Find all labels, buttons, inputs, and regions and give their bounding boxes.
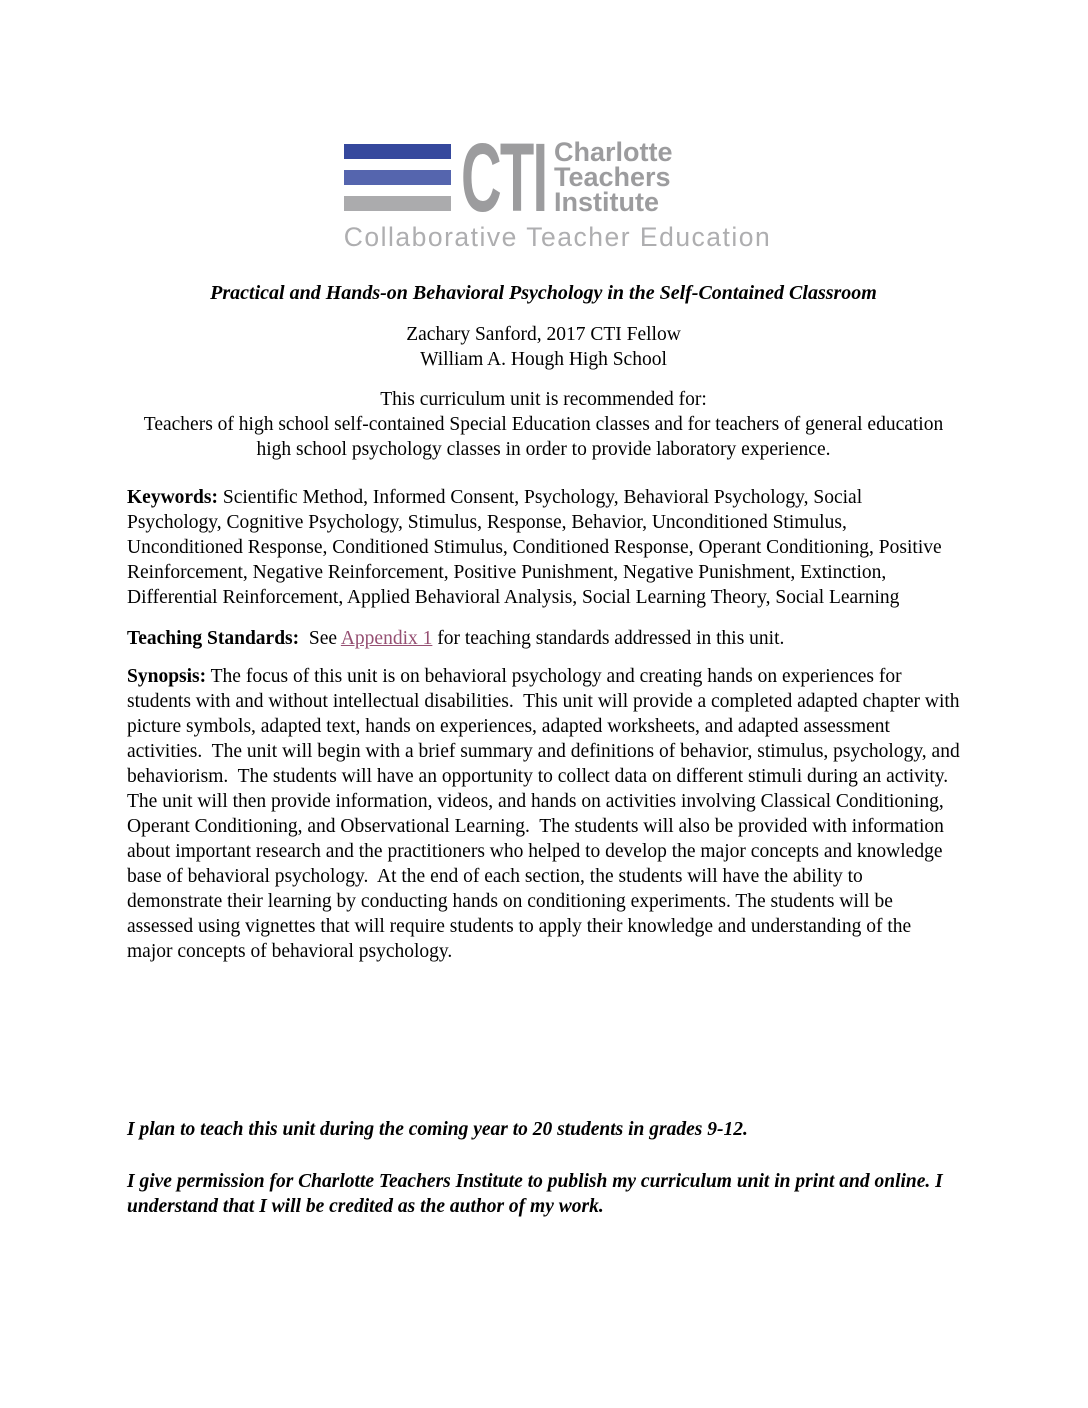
note-teaching-plan: I plan to teach this unit during the coming year to 20 students in grades 9-12. xyxy=(127,1119,748,1140)
logo-bar-gray xyxy=(344,196,451,211)
teaching-standards-paragraph xyxy=(127,626,960,651)
cti-logo xyxy=(343,122,772,252)
teaching-standards-post-link: for teaching standards addressed in this unit. xyxy=(432,628,785,649)
synopsis-text: The focus of this unit is on behavioral psychology and creating hands on experiences for students with and without intellectual disabilities. This unit will provide a completed adapted chapter with picture symbols, adapted text, hands on experiences, adapted worksheets, and adapted assessment activities. The unit will begin with a brief summary and definitions of behavior, stimulus, psychology, and behaviorism. The students will have an opportunity to collect data on different stimuli during an activity. The unit will then provide information, videos, and hands on activities involving Classical Conditioning, Operant Conditioning, and Observational Learning. The students will also be provided with information about important research and the practitioners who helped to develop the major concepts and knowledge base of behavioral psychology. At the end of each section, the students will have the ability to demonstrate their learning by conducting hands on conditioning experiments. The students will be assessed using vignettes that will require students to apply their knowledge and understanding of the major concepts of behavioral psychology. xyxy=(127,666,965,962)
teaching-standards-pre-link: See xyxy=(299,628,341,649)
teaching-standards-label: Teaching Standards: xyxy=(127,628,300,649)
note-publish-permission: I give permission for Charlotte Teachers Institute to publish my curriculum unit in print and online. I understand that I will be credited as the author of my work. xyxy=(127,1171,943,1217)
cti-tagline: Collaborative Teacher Education xyxy=(343,222,772,252)
synopsis-paragraph xyxy=(127,664,965,964)
recommended-body: Teachers of high school self-contained Special Education classes and for teachers of general education high school psychology classes in order to provide laboratory experience. xyxy=(143,414,944,460)
logo-name-line-charlotte: Charlotte xyxy=(553,137,673,167)
byline xyxy=(127,322,960,372)
logo-name-line-teachers: Teachers xyxy=(553,162,671,192)
author-line: Zachary Sanford, 2017 CTI Fellow xyxy=(406,324,681,345)
cti-logo-bars-icon xyxy=(344,144,451,211)
author-notes xyxy=(127,1117,960,1219)
cti-logo-row xyxy=(344,122,772,232)
cti-wordmark: CTI xyxy=(460,122,547,232)
keywords-text: Scientific Method, Informed Consent, Psychology, Behavioral Psychology, Social Psychology, Cognitive Psychology, Stimulus, Response, Behavior, Unconditioned Stimulus, Unconditioned Response, Conditioned Stimulus, Conditioned Response, Operant Conditioning, Positive Reinforcement, Negative Reinforcement, Positive Punishment, Negative Punishment, Extinction, Differential Reinforcement, Applied Behavioral Analysis, Social Learning Theory, Social Learning xyxy=(127,487,947,608)
school-line: William A. Hough High School xyxy=(420,349,667,370)
logo-bar-dark-blue xyxy=(344,144,451,159)
keywords-label: Keywords: xyxy=(127,487,218,508)
keywords-paragraph xyxy=(127,485,960,610)
logo-name-line-institute: Institute xyxy=(553,187,659,217)
appendix-1-link[interactable]: Appendix 1 xyxy=(340,628,433,649)
cti-institute-name xyxy=(553,137,673,217)
logo-bar-medium-blue xyxy=(344,170,451,185)
recommended-heading: This curriculum unit is recommended for: xyxy=(380,389,707,410)
recommended-block xyxy=(127,387,960,462)
synopsis-label: Synopsis: xyxy=(127,666,207,687)
unit-title: Practical and Hands-on Behavioral Psychology in the Self-Contained Classroom xyxy=(210,282,877,304)
